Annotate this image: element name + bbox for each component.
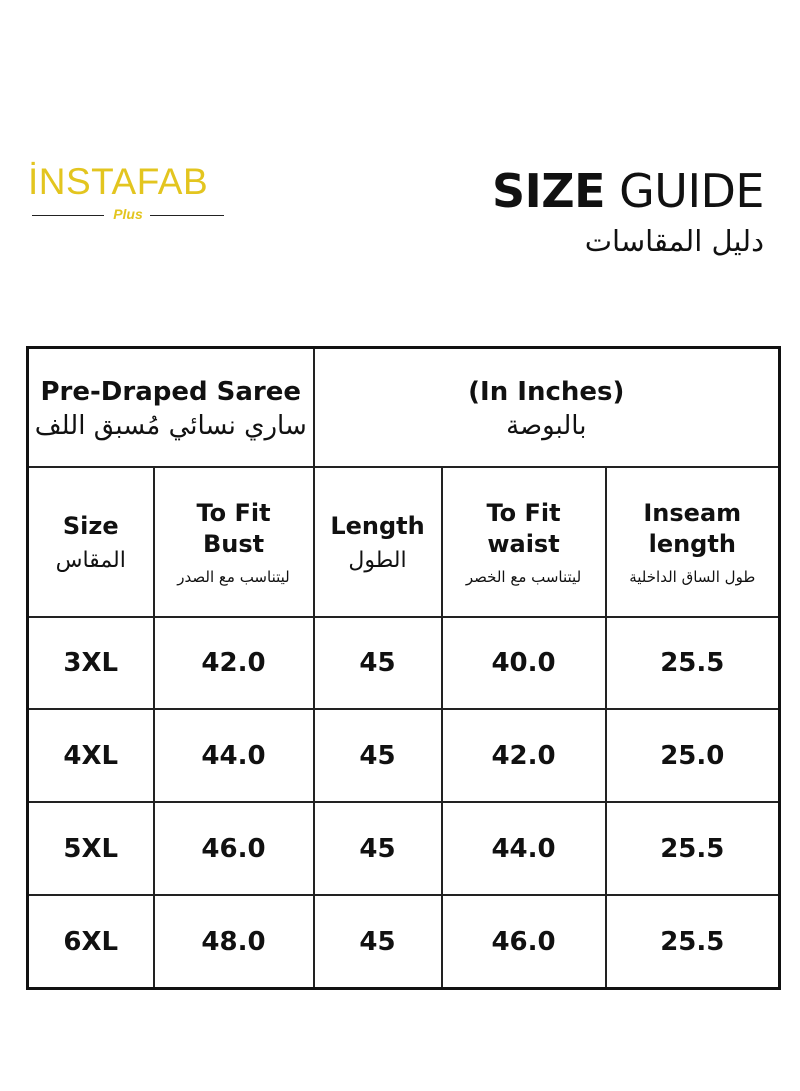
unit-cell [314, 348, 780, 468]
col-header-bust [154, 467, 314, 616]
col-header-waist-ar: ليتناسب مع الخصر [465, 567, 582, 586]
col-header-size [28, 467, 154, 616]
table-row [28, 617, 780, 710]
col-header-waist [442, 467, 606, 616]
brand-name: İNSTAFAB [28, 161, 209, 202]
brand-subline [28, 206, 224, 224]
col-header-bust-en-2: Bust [202, 529, 265, 558]
col-header-waist-en-2: waist [487, 529, 560, 558]
cell-bust: 44.0 [154, 709, 314, 802]
cell-length: 45 [314, 617, 442, 710]
cell-inseam: 25.5 [606, 617, 780, 710]
cell-size: 5XL [28, 802, 154, 895]
cell-bust: 42.0 [154, 617, 314, 710]
col-header-waist-en-1: To Fit [486, 498, 561, 527]
col-header-size-en: Size [62, 511, 119, 540]
col-header-inseam-en-1: Inseam [643, 498, 742, 527]
unit-en: (In Inches) [468, 376, 625, 407]
logo-rule-right [150, 215, 224, 216]
cell-length: 45 [314, 802, 442, 895]
brand-sub: Plus [113, 206, 143, 222]
title-bold: SIZE [491, 164, 605, 218]
title-english [491, 164, 764, 218]
brand-logo [28, 163, 224, 224]
cell-inseam: 25.5 [606, 895, 780, 988]
cell-bust: 48.0 [154, 895, 314, 988]
col-header-inseam-ar: طول الساق الداخلية [629, 567, 756, 586]
cell-size: 4XL [28, 709, 154, 802]
cell-size: 3XL [28, 617, 154, 710]
logo-rule-left [32, 215, 104, 216]
cell-length: 45 [314, 709, 442, 802]
column-headers [28, 467, 780, 616]
table-row [28, 709, 780, 802]
size-table [26, 346, 781, 990]
cell-inseam: 25.5 [606, 802, 780, 895]
cell-waist: 40.0 [442, 617, 606, 710]
product-name-en: Pre-Draped Saree [40, 376, 302, 407]
col-header-length [314, 467, 442, 616]
col-header-bust-en-1: To Fit [196, 498, 271, 527]
col-header-size-ar: المقاس [55, 547, 126, 573]
col-header-inseam [606, 467, 780, 616]
product-cell [28, 348, 314, 468]
page-title [491, 164, 764, 258]
cell-waist: 44.0 [442, 802, 606, 895]
cell-waist: 42.0 [442, 709, 606, 802]
cell-inseam: 25.0 [606, 709, 780, 802]
cell-waist: 46.0 [442, 895, 606, 988]
cell-size: 6XL [28, 895, 154, 988]
title-arabic: دليل المقاسات [584, 224, 764, 258]
table-header-top [28, 348, 780, 468]
table-row [28, 802, 780, 895]
col-header-inseam-en-2: length [648, 529, 736, 558]
col-header-bust-ar: ليتناسب مع الصدر [177, 567, 290, 586]
title-regular: GUIDE [619, 164, 764, 218]
col-header-length-en: Length [330, 511, 425, 540]
unit-ar: بالبوصة [506, 410, 587, 441]
table-row [28, 895, 780, 988]
cell-bust: 46.0 [154, 802, 314, 895]
product-name-ar: ساري نسائي مُسبق اللف [34, 410, 307, 441]
col-header-length-ar: الطول [348, 547, 407, 573]
cell-length: 45 [314, 895, 442, 988]
